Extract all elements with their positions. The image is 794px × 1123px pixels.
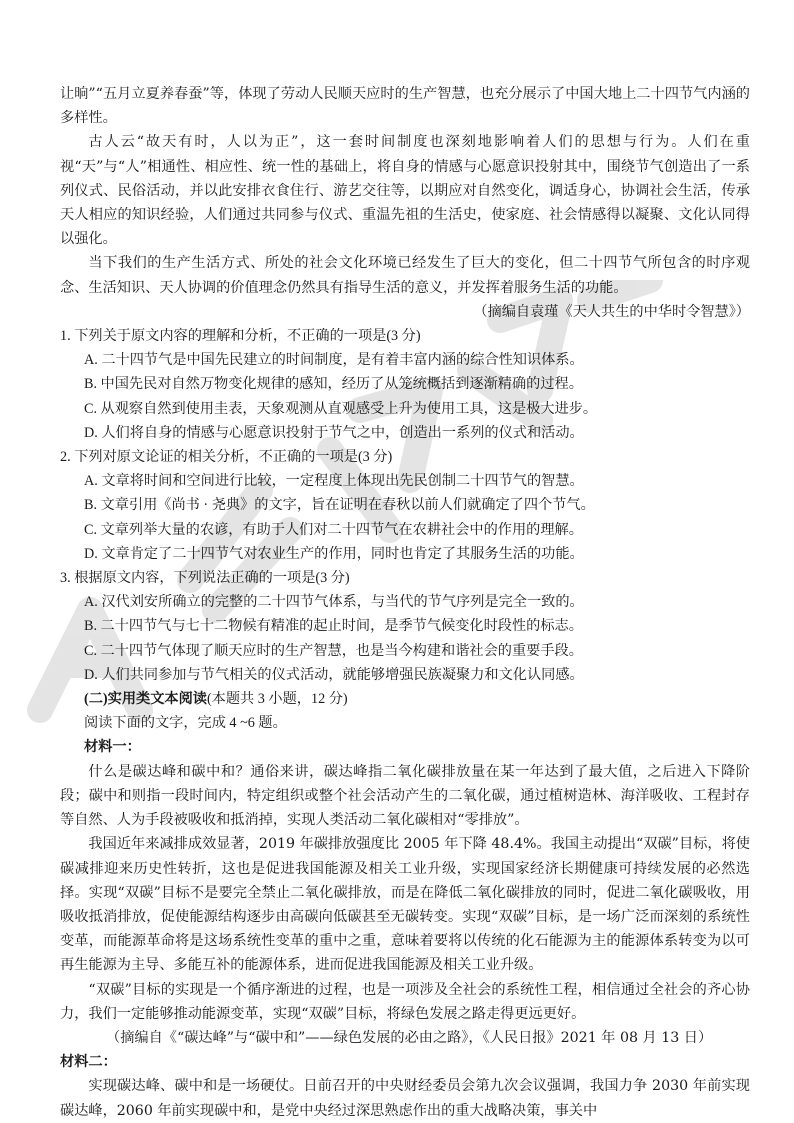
- question-3: [60, 566, 750, 687]
- material-1-label: 材料一：: [84, 739, 141, 756]
- question-2-option-b: B. 文章引用《尚书 · 尧典》的文字，旨在证明在春秋以前人们就确定了四个节气。: [84, 497, 595, 514]
- question-3-option-b: B. 二十四节气与七十二物候有精准的起止时间，是季节气候变化时段性的标志。: [84, 618, 583, 635]
- question-3-stem: 3. 根据原文内容，下列说法正确的一项是(3 分): [60, 570, 350, 587]
- question-1-option-d: D. 人们将自身的情感与心愿意识投射于节气之中，创造出一系列的仪式和活动。: [84, 424, 584, 441]
- passage1-paragraph-3: 当下我们的生产生活方式、所处的社会文化环境已经发生了巨大的变化，但二十四节气所包含的时序观念、生活知识、天人协调的价值理念仍然具有指导生活的意义，并发挥着服务生活的功能。: [60, 255, 750, 296]
- section-2-scoring: (本题共 3 小题，12 分): [206, 691, 348, 708]
- question-2-option-a: A. 文章将时间和空间进行比较，一定程度上体现出先民创制二十四节气的智慧。: [84, 473, 584, 490]
- question-1-option-b: B. 中国先民对自然万物变化规律的感知，经历了从笼统概括到逐渐精确的过程。: [84, 376, 583, 393]
- question-2: [60, 445, 750, 566]
- passage1-paragraph-2: 古人云“故天有时，人以为正”，这一套时间制度也深刻地影响着人们的思想与行为。人们在重视“天”与“人”相通性、相应性、统一性的基础上，将自身的情感与心愿意识投射其中，围绕节气创造出了一系列仪式、民俗活动，并以此安排衣食住行、游艺交往等，以期应对自然变化，调适身心，协调社会生活，传承天人相应的知识经验，人们通过共同参与仪式、重温先祖的生活史，使家庭、社会情感得以凝聚、文化认同得以强化。: [60, 134, 750, 248]
- question-1: [60, 324, 750, 445]
- material-2-label: 材料二：: [60, 1054, 117, 1071]
- question-1-stem: 1. 下列关于原文内容的理解和分析，不正确的一项是(3 分): [60, 328, 421, 345]
- material-1-paragraph-2: 我国近年来减排成效显著，2019 年碳排放强度比 2005 年下降 48.4%。我国主动提出“双碳”目标，将使碳减排迎来历史性转折，这也是促进我国能源及相关工业升级，实现国家经济长期健康可持续发展的必然选择。实现“双碳”目标不是要完全禁止二氧化碳排放，而是在降低二氧化碳排放的同时，促进二氧化碳吸收，用吸收抵消排放，促使能源结构逐步由高碳向低碳甚至无碳转变。实现“双碳”目标，是一场广泛而深刻的系统性变革，而能源革命将是这场系统性变革的重中之重，意味着要将以传统的化石能源为主的能源体系转变为以可再生能源为主导、多能互补的能源体系，进而促进我国能源及相关工业升级。: [60, 836, 750, 974]
- material-2-paragraph-1: 实现碳达峰、碳中和是一场硬仗。日前召开的中央财经委员会第九次会议强调，我国力争 2030 年前实现碳达峰，2060 年前实现碳中和，是党中央经过深思熟虑作出的重大战略决策，事关中: [60, 1078, 750, 1119]
- question-2-option-c: C. 文章列举大量的农谚，有助于人们对二十四节气在农耕社会中的作用的理解。: [84, 521, 583, 538]
- question-1-option-c: C. 从观察自然到使用圭表，天象观测从直观感受上升为使用工具，这是极大进步。: [84, 400, 598, 417]
- question-2-option-d: D. 文章肯定了二十四节气对农业生产的作用，同时也肯定了其服务生活的功能。: [84, 545, 584, 562]
- question-3-option-d: D. 人们共同参加与节气相关的仪式活动，就能够增强民族凝聚力和文化认同感。: [84, 666, 584, 683]
- question-3-option-c: C. 二十四节气体现了顺天应时的生产智慧，也是当今构建和谐社会的重要手段。: [84, 642, 583, 659]
- passage1-citation: （摘编自袁瑾《天人共生的中华时令智慧》）: [473, 303, 750, 320]
- material-1-paragraph-1: 什么是碳达峰和碳中和？通俗来讲，碳达峰指二氧化碳排放量在某一年达到了最大值，之后进入下降阶段；碳中和则指一段时间内，特定组织或整个社会活动产生的二氧化碳，通过植树造林、海洋吸收、工程封存等自然、人为手段被吸收和抵消掉，实现人类活动二氧化碳相对“零排放”。: [60, 763, 750, 829]
- question-3-option-a: A. 汉代刘安所确立的完整的二十四节气体系，与当代的节气序列是完全一致的。: [84, 594, 584, 611]
- material-1-paragraph-3: “双碳”目标的实现是一个循序渐进的过程，也是一项涉及全社会的系统性工程，相信通过全社会的齐心协力，我们一定能够推动能源变革，实现“双碳”目标，将绿色发展之路走得更远更好。: [60, 981, 750, 1022]
- passage1-paragraph-1: 让晌”“五月立夏养春蚕”等，体现了劳动人民顺天应时的生产智慧，也充分展示了中国大地上二十四节气内涵的多样性。: [60, 86, 750, 127]
- document-page: [60, 82, 750, 1123]
- material-1-citation: （摘编自《“碳达峰”与“碳中和”——绿色发展的必由之路》，《人民日报》2021 年 08 月 13 日）: [106, 1029, 713, 1046]
- section-2-title: (二)实用类文本阅读: [84, 691, 207, 708]
- question-2-stem: 2. 下列对原文论证的相关分析，不正确的一项是(3 分): [60, 449, 393, 466]
- question-1-option-a: A. 二十四节气是中国先民建立的时间制度，是有着丰富内涵的综合性知识体系。: [84, 352, 584, 369]
- section-2-instruction: 阅读下面的文字，完成 4 ~6 题。: [84, 715, 287, 732]
- section-2-heading: [60, 687, 750, 711]
